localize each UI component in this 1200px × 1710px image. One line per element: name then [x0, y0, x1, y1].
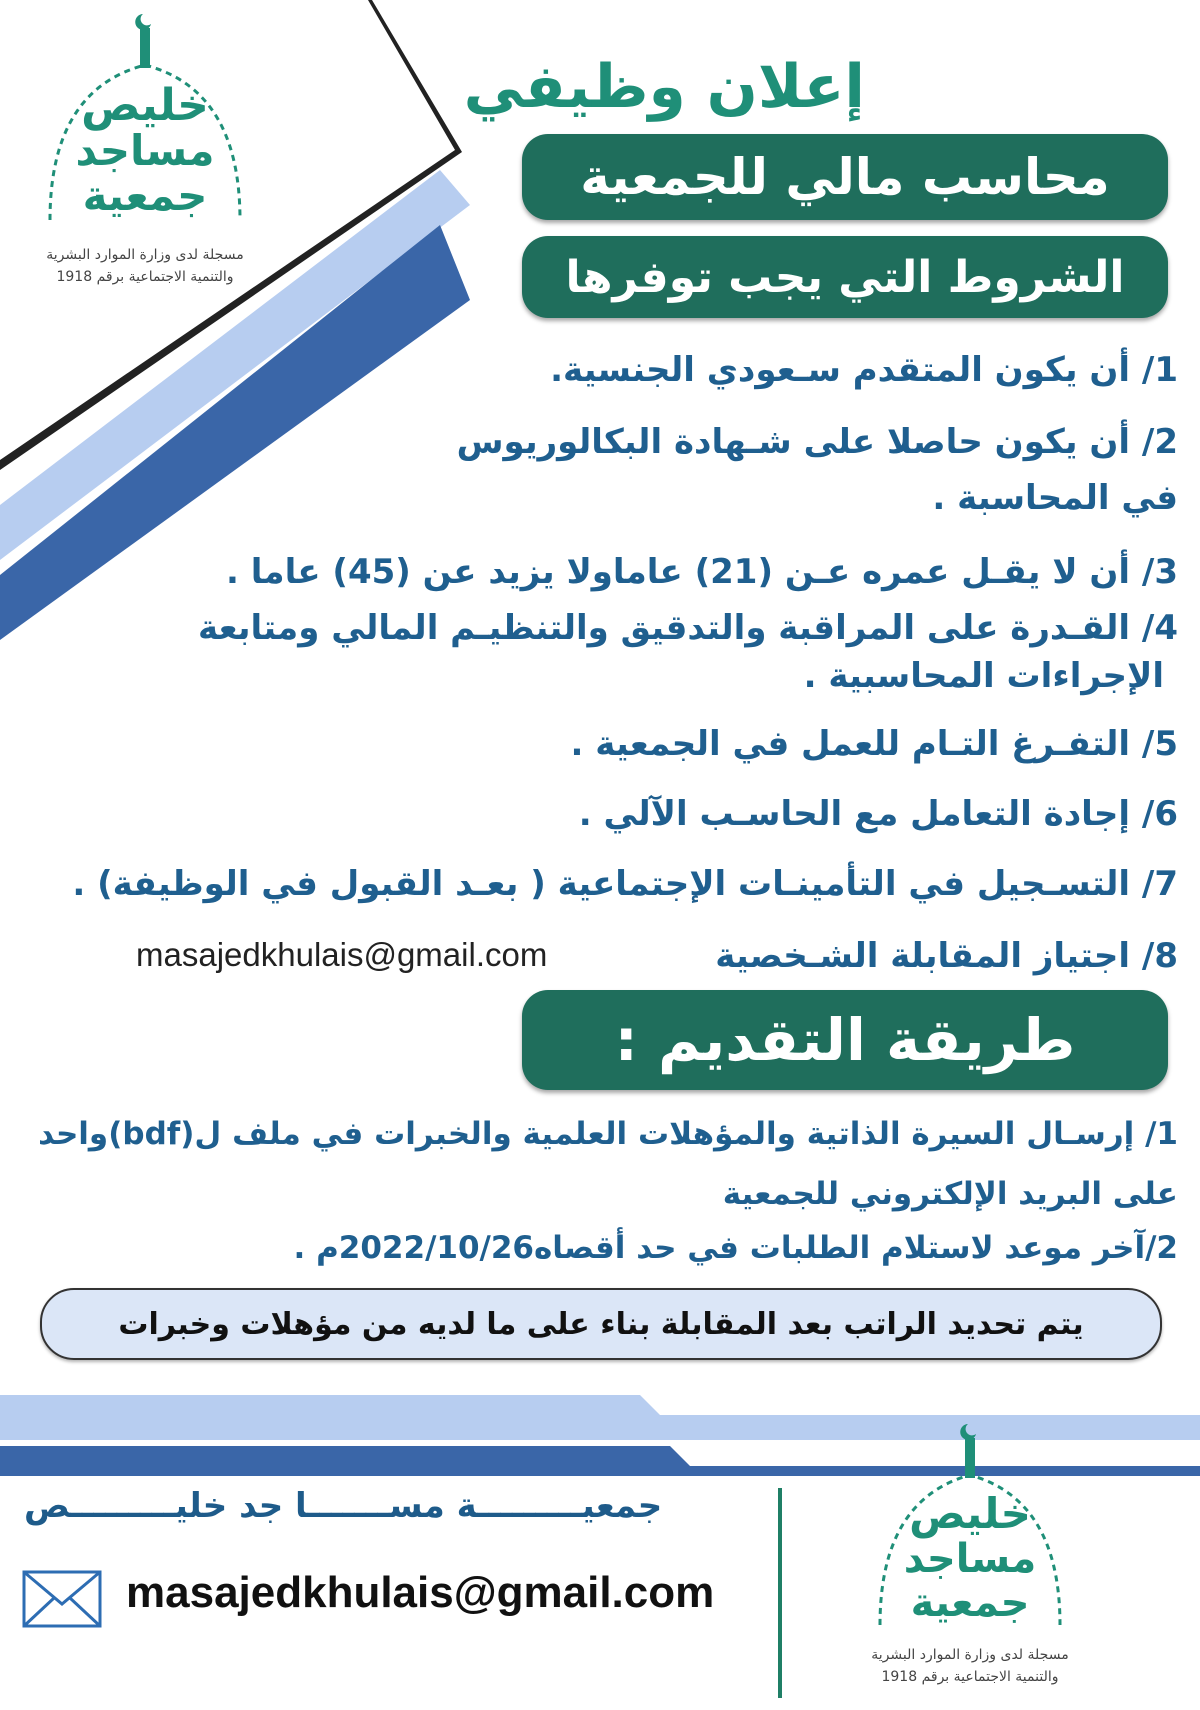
logo-bottom-line-1: خليص	[909, 1489, 1031, 1538]
logo-bottom-line-2: مساجد	[903, 1536, 1037, 1582]
logo-emblem	[30, 10, 260, 240]
org-name: جمعيـــــــــة مســـــــا جد خليـــــــــص	[24, 1486, 663, 1526]
registration-line-1: مسجلة لدى وزارة الموارد البشرية	[46, 247, 244, 263]
application-step-1: 1/ إرسـال السيرة الذاتية والمؤهلات العلمية والخبرات في ملف ل(bdf)واحد	[38, 1116, 1178, 1152]
requirement-7: 7/ التسـجيل في التأمينـات الإجتماعية ( بعـد القبول في الوظيفة) .	[72, 864, 1178, 904]
logo-bottom-line-3: جمعية	[910, 1580, 1030, 1626]
conditions-heading: الشروط التي يجب توفرها	[522, 236, 1168, 318]
requirement-4: 4/ القـدرة على المراقبة والتدقيق والتنظيـم المالي ومتابعة	[197, 608, 1178, 648]
logo-line-3: جمعية	[82, 171, 208, 220]
logo-top	[30, 10, 260, 288]
requirement-1: 1/ أن يكون المتقدم سـعودي الجنسية.	[550, 350, 1178, 390]
application-method-heading: طريقة التقديم :	[522, 990, 1168, 1090]
requirement-4-cont: الإجراءات المحاسبية .	[803, 656, 1164, 696]
crescent-icon-bottom	[960, 1424, 976, 1440]
logo-bottom	[860, 1420, 1080, 1688]
footer-email[interactable]: masajedkhulais@gmail.com	[126, 1568, 715, 1617]
minaret	[140, 28, 150, 68]
page-title: إعلان وظيفي	[463, 52, 865, 122]
application-step-2: 2/آخر موعد لاستلام الطلبات في حد أقصاه2022/10/26م .	[293, 1230, 1178, 1266]
requirement-5: 5/ التفـرغ التـام للعمل في الجمعية .	[570, 724, 1178, 764]
requirement-2-cont: في المحاسبة .	[932, 478, 1178, 518]
requirement-8: 8/ اجتياز المقابلة الشـخصية	[715, 936, 1178, 976]
inline-email[interactable]: masajedkhulais@gmail.com	[136, 936, 548, 973]
registration-bottom-line-1: مسجلة لدى وزارة الموارد البشرية	[871, 1647, 1069, 1663]
logo-emblem-bottom	[860, 1420, 1080, 1640]
registration-bottom-line-2: والتنمية الاجتماعية برقم 1918	[881, 1669, 1059, 1685]
job-title-banner: محاسب مالي للجمعية	[522, 134, 1168, 220]
salary-note: يتم تحديد الراتب بعد المقابلة بناء على ما لديه من مؤهلات وخبرات	[40, 1288, 1162, 1360]
requirement-3: 3/ أن لا يقـل عمره عـن (21) عاماولا يزيد عن (45) عاما .	[226, 552, 1178, 592]
envelope-icon	[22, 1570, 102, 1628]
logo-line-2: مساجد	[75, 126, 215, 175]
requirement-2: 2/ أن يكون حاصلا على شـهادة البكالوريوس	[456, 422, 1178, 462]
logo-line-1: خليص	[81, 80, 209, 131]
application-step-1-cont: على البريد الإلكتروني للجمعية	[722, 1176, 1178, 1212]
crescent-icon	[135, 14, 151, 30]
requirement-6: 6/ إجادة التعامل مع الحاسـب الآلي .	[578, 794, 1178, 834]
footer-divider	[778, 1488, 782, 1698]
registration-line-2: والتنمية الاجتماعية برقم 1918	[56, 269, 234, 285]
minaret-bottom	[965, 1438, 975, 1478]
